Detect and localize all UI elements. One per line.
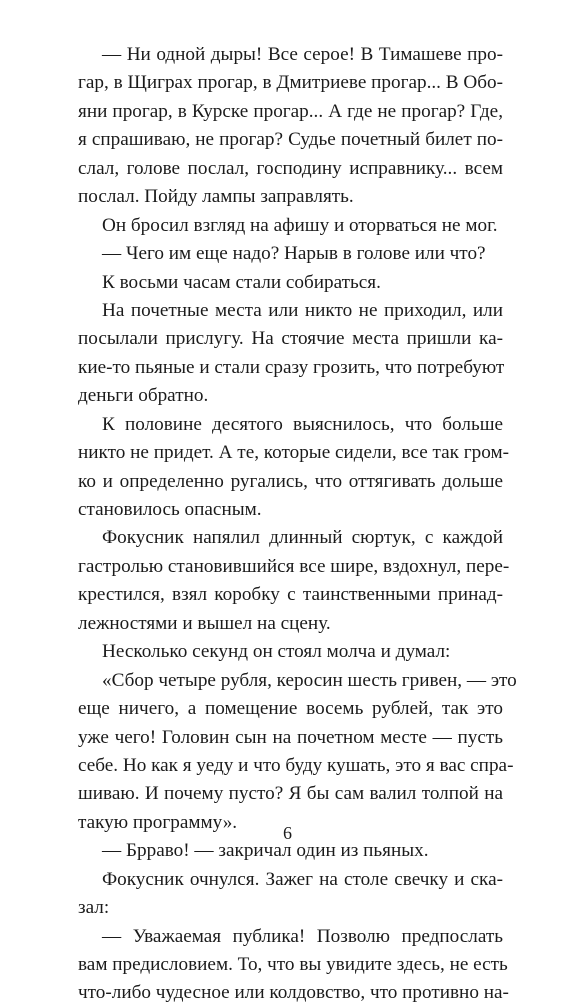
text-line: вам предисловием. То, что вы увидите здесь, не есть bbox=[78, 954, 508, 975]
text-line: кие-то пьяные и стали сразу грозить, что потребуют bbox=[78, 356, 505, 378]
text-line: что-либо чудесное или колдовство, что противно на- bbox=[78, 982, 509, 1004]
text-line: зал: bbox=[78, 897, 110, 919]
text-line: — Чего им еще надо? Нарыв в голове или что? bbox=[102, 243, 486, 265]
text-line: лежностями и вышел на сцену. bbox=[78, 612, 331, 634]
text-line: деньги обратно. bbox=[78, 385, 209, 407]
text-line: уже чего! Головин сын на почетном месте — пусть bbox=[78, 726, 503, 748]
text-line: такую программу». bbox=[78, 811, 238, 833]
text-line: «Сбор четыре рубля, керосин шесть гривен, — это bbox=[102, 669, 517, 691]
text-line: гар, в Щиграх прогар, в Дмитриеве прогар... В Обо- bbox=[78, 72, 503, 94]
text-line: послал. Пойду лампы заправлять. bbox=[78, 186, 354, 208]
text-line: Несколько секунд он стоял молча и думал: bbox=[102, 641, 451, 663]
text-line: гастролью становившийся все шире, вздохнул, пере- bbox=[78, 555, 510, 577]
text-line: яни прогар, в Курске прогар... А где не прогар? Где, bbox=[78, 100, 503, 122]
text-line: ко и определенно ругались, что оттягивать дольше bbox=[78, 470, 503, 492]
text-line: К половине десятого выяснилось, что больше bbox=[102, 413, 503, 435]
text-line: Он бросил взгляд на афишу и оторваться не мог. bbox=[102, 214, 498, 236]
text-line: становилось опасным. bbox=[78, 499, 262, 520]
text-line: еще ничего, а помещение восемь рублей, так это bbox=[78, 698, 503, 720]
text-line: — Ни одной дыры! Все серое! В Тимашеве про- bbox=[102, 44, 503, 65]
text-line: я спрашиваю, не прогар? Судье почетный билет по- bbox=[78, 129, 503, 151]
text-line: себе. Но как я уеду и что буду кушать, это я вас спра- bbox=[78, 754, 514, 776]
text-line: — Уважаемая публика! Позволю предпослать bbox=[102, 925, 503, 947]
text-line: крестился, взял коробку с таинственными принад- bbox=[78, 584, 503, 606]
text-line: слал, голове послал, господину исправнику... всем bbox=[78, 157, 503, 179]
text-line: К восьми часам стали собираться. bbox=[102, 271, 381, 293]
text-line: шиваю. И почему пусто? Я бы сам валил толпой на bbox=[78, 783, 503, 805]
text-line: посылали прислугу. На стоячие места пришли ка- bbox=[78, 328, 503, 350]
text-line: Фокусник напялил длинный сюртук, с каждой bbox=[102, 527, 503, 549]
text-line: никто не придет. А те, которые сидели, все так гром- bbox=[78, 442, 510, 464]
text-line: На почетные места или никто не приходил, или bbox=[102, 299, 503, 321]
page-number: 6 bbox=[283, 823, 292, 843]
text-line: — Брраво! — закричал один из пьяных. bbox=[102, 840, 429, 862]
body-text bbox=[78, 41, 517, 1008]
text-line: Фокусник очнулся. Зажег на столе свечку и ска- bbox=[102, 868, 503, 890]
